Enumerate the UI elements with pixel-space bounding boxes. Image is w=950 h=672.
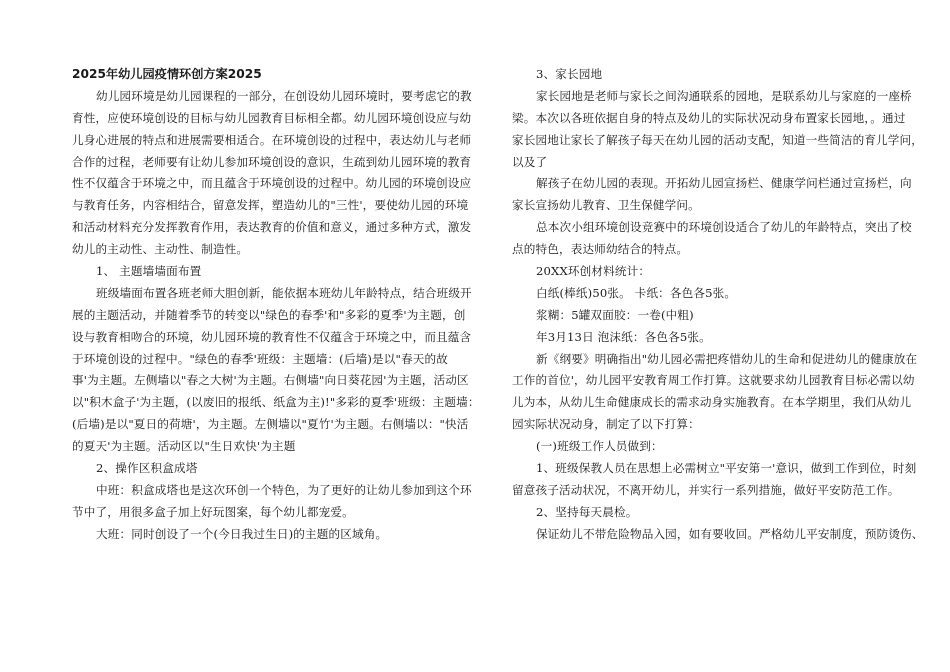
text-line: 展的主题活动，并随着季节的转变以"绿色的春季'和"多彩的夏季'为主题，创	[72, 307, 466, 322]
text-line: (后墙)是以"夏日的荷塘'，为主题。左侧墙以"夏竹'为主题。右侧墙以："快活	[72, 417, 469, 432]
text-line: 2、操作区积盒成塔	[96, 461, 198, 476]
text-line: 幼儿的主动性、主动性、制造性。	[72, 242, 249, 257]
text-line: 以"积木盒子'为主题，(以废旧的报纸、纸盒为主)!"多彩的夏季'班级：主题墙：	[72, 395, 480, 410]
text-line: 和活动材料充分发挥教育作用，表达教育的价值和意义，通过多种方式，激发	[72, 220, 472, 235]
text-line: 点的特色，表达师幼结合的特点。	[512, 242, 689, 257]
text-line: 工作的首位'，幼儿园平安教育周工作打算。这就要求幼儿园教育目标必需以幼	[512, 373, 915, 388]
document-title: 2025年幼儿园疫情环创方案2025	[72, 67, 262, 81]
text-line: 家长园地让家长了解孩子每天在幼儿园的活动支配，知道一些简洁的育儿学问，	[512, 132, 924, 147]
text-line: 园实际状况动身，制定了以下打算：	[512, 417, 700, 432]
text-line: 育性，应使环境创设的目标与幼儿园教育目标相全都。幼儿园环境创设应与幼	[72, 110, 472, 125]
text-line: 1、 主题墙墙面布置	[96, 264, 202, 279]
text-line: 总本次小组环境创设竞赛中的环境创设适合了幼儿的年龄特点，突出了校	[536, 220, 912, 235]
text-line: 保证幼儿不带危险物品入园，如有要收回。严格幼儿平安制度，预防烫伤、	[536, 526, 924, 541]
text-line: 儿身心进展的特点和进展需要相适合。在环境创设的过程中，表达幼儿与老师	[72, 132, 472, 147]
text-line: 白纸(棒纸)50张。 卡纸：各色各5张。	[536, 285, 737, 300]
text-line: 儿为本，从幼儿生命健康成长的需求动身实施教育。在本学期里，我们从幼儿	[512, 395, 912, 410]
text-line: 中班：积盒成塔也是这次环创一个特色，为了更好的让幼儿参加到这个环	[96, 482, 472, 497]
left-column	[72, 64, 480, 546]
text-line: 节中了，用很多盒子加上好玩图案，每个幼儿都宠爱。	[72, 504, 354, 519]
text-line: 合作的过程，老师要有让幼儿参加环境创设的意识，生疏到幼儿园环境的教育	[72, 154, 472, 169]
text-line: 事'为主题。左侧墙以"春之大树'为主题。右侧墙"向日葵花园'为主题，活动区	[72, 373, 469, 388]
text-line: 大班：同时创设了一个(今日我过生日)的主题的区域角。	[96, 526, 388, 541]
text-line: 浆糊：5罐双面胶：一卷(中粗)	[536, 307, 694, 322]
text-line: 2、坚持每天晨检。	[536, 504, 638, 519]
text-line: 幼儿园环境是幼儿园课程的一部分，在创设幼儿园环境时，要考虑它的教	[96, 88, 472, 103]
text-line: 于环境创设的过程中。"绿色的春季'班级：主题墙：(后墙)是以"春天的故	[72, 351, 448, 366]
text-line: 的夏天'为主题。活动区以"生日欢快'为主题	[72, 439, 296, 454]
text-line: 以及了	[512, 154, 548, 169]
left-column-text	[72, 86, 480, 546]
text-line: 家长宣扬幼儿教育、卫生保健学问。	[512, 198, 700, 213]
text-line: 性不仅蕴含于环境之中，而且蕴含于环境创设的过程中。幼儿园的环境创设应	[72, 176, 472, 191]
text-line: 留意孩子活动状况，不离开幼儿，并实行一系列措施，做好平安防范工作。	[512, 482, 900, 497]
right-column-text	[512, 64, 924, 546]
text-line: 家长园地是老师与家长之间沟通联系的园地，是联系幼儿与家庭的一座桥	[536, 88, 912, 103]
right-column	[512, 64, 924, 546]
text-line: 1、班级保教人员在思想上必需树立"平安第一'意识，做到工作到位，时刻	[536, 461, 917, 476]
text-line: 设与教育相吻合的环境，幼儿园环境的教育性不仅蕴含于环境之中，而且蕴含	[72, 329, 472, 344]
text-line: (一)班级工作人员做到：	[536, 439, 663, 454]
text-line: 3、家长园地	[536, 67, 603, 81]
text-line: 20XX环创材料统计：	[536, 264, 651, 279]
text-line: 班级墙面布置各班老师大胆创新，能依据本班幼儿年龄特点，结合班级开	[96, 285, 472, 300]
text-line: 新《纲要》明确指出"幼儿园必需把疼惜幼儿的生命和促进幼儿的健康放在	[536, 351, 918, 366]
text-line: 年3月13日 泡沫纸：各色各5张。	[536, 329, 711, 344]
text-line: 与教育任务，内容相结合，留意发挥，塑造幼儿的"三性'，要使幼儿园的环境	[72, 198, 469, 213]
text-line: 解孩子在幼儿园的表现。开拓幼儿园宣扬栏、健康学问栏通过宣扬栏，向	[536, 176, 912, 191]
text-line: 梁。本次以各班依据自身的特点及幼儿的实际状况动身布置家长园地，。通过	[512, 110, 906, 125]
